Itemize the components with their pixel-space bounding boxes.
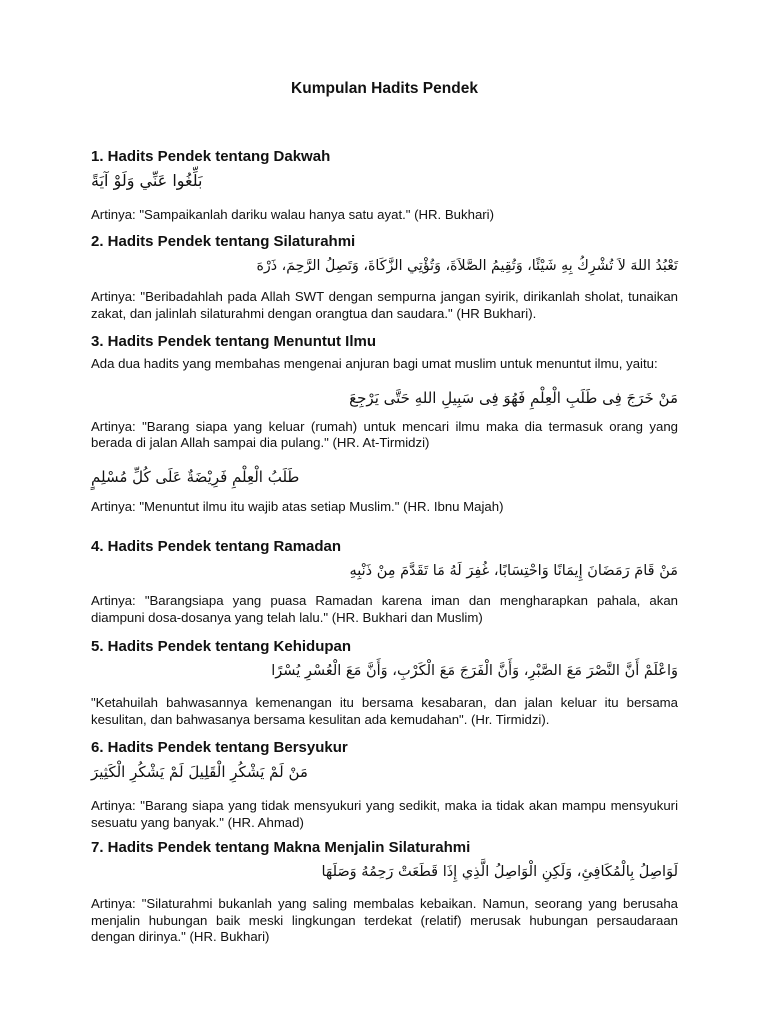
translation-text: Artinya: "Barang siapa yang tidak mensyukuri yang sedikit, maka ia tidak akan mampu mensyukuri sesuatu yang banyak." (HR. Ahmad) [91, 798, 678, 830]
section-heading: 5. Hadits Pendek tentang Kehidupan [91, 638, 352, 655]
section-makna-silaturahmi [91, 839, 678, 946]
translation-text-2: Artinya: "Menuntut ilmu itu wajib atas setiap Muslim." (HR. Ibnu Majah) [91, 498, 504, 514]
arabic-text-2: طَلَبُ الْعِلْمِ فَرِيْضَةٌ عَلَى كُلِّ مُسْلِمٍ [91, 467, 300, 486]
translation-text: "Ketahuilah bahwasannya kemenangan itu bersama kesabaran, dan jalan keluar itu bersama kesulitan, dan bahwasanya bersama kesulitan ada kemudahan". (Hr. Tirmidzi). [91, 695, 678, 727]
translation-text: Artinya: "Barangsiapa yang puasa Ramadan karena iman dan mengharapkan pahala, akan diampuni dosa-dosanya yang telah lalu." (HR. Bukhari dan Muslim) [91, 593, 678, 625]
section-bersyukur [91, 739, 678, 831]
section-heading: 3. Hadits Pendek tentang Menuntut Ilmu [91, 333, 377, 350]
section-ramadan [91, 538, 678, 626]
arabic-text: لَوَاصِلُ بِالْمُكَافِئِ، وَلَكِنِ الْوَاصِلُ الَّذِي إِذَا قَطَعَتْ رَحِمُهُ وَصَلَهَا [321, 864, 678, 880]
section-kehidupan [91, 638, 678, 728]
section-silaturahmi [91, 233, 678, 322]
intro-text: Ada dua hadits yang membahas mengenai anjuran bagi umat muslim untuk menuntut ilmu, yaitu: [91, 356, 658, 371]
page-title: Kumpulan Hadits Pendek [291, 80, 478, 97]
section-heading: 6. Hadits Pendek tentang Bersyukur [91, 739, 348, 756]
translation-text: Artinya: "Barang siapa yang keluar (rumah) untuk mencari ilmu maka dia termasuk orang yang berada di jalan Allah sampai dia pulang." (HR. At-Tirmidzi) [91, 418, 678, 450]
arabic-text: مَنْ لَمْ يَشْكُرِ الْقَلِيلَ لَمْ يَشْكُرِ الْكَثِيرَ [91, 763, 308, 781]
arabic-text: مَنْ خَرَجَ فِى طَلَبِ الْعِلْمِ فَهُوَ فِى سَبِيلِ اللهِ حَتَّى يَرْجِعَ [349, 388, 678, 407]
translation-text: Artinya: "Beribadahlah pada Allah SWT dengan sempurna jangan syirik, dirikanlah sholat, tunaikan zakat, dan jalinlah silaturahmi dengan orangtua dan saudara." (HR Bukhari). [91, 289, 678, 321]
arabic-text: مَنْ قَامَ رَمَضَانَ إِيمَانًا وَاحْتِسَابًا، غُفِرَ لَهُ مَا تَقَدَّمَ مِنْ ذَنْبِهِ [349, 563, 678, 579]
arabic-text: بَلِّغُوا عَنِّي وَلَوْ آيَةً [91, 171, 203, 190]
section-menuntut-ilmu [91, 333, 678, 515]
section-heading: 1. Hadits Pendek tentang Dakwah [91, 148, 331, 165]
translation-text: Artinya: "Sampaikanlah dariku walau hanya satu ayat." (HR. Bukhari) [91, 207, 494, 222]
section-heading: 4. Hadits Pendek tentang Ramadan [91, 538, 342, 555]
section-heading: 7. Hadits Pendek tentang Makna Menjalin Silaturahmi [91, 839, 471, 856]
arabic-text: تَعْبُدُ اللهَ لاَ تُشْرِكُ بِهِ شَيْئًا، وَتُقِيمُ الصَّلاَةَ، وَتُؤْتِي الزَّكَاةَ، وَتَصِلُ الرَّحِمَ، ذَرْهَ [256, 258, 678, 274]
arabic-text: وَاعْلَمْ أَنَّ النَّصْرَ مَعَ الصَّبْرِ، وَأَنَّ الْفَرَجَ مَعَ الْكَرْبِ، وَأَنَّ مَعَ الْعُسْرِ يُسْرًا [271, 663, 678, 679]
section-heading: 2. Hadits Pendek tentang Silaturahmi [91, 233, 356, 250]
translation-text: Artinya: "Silaturahmi bukanlah yang saling membalas kebaikan. Namun, seorang yang berusaha menjalin hubungan baik meski lingkungan terdekat (relatif) merusak hubungan persaudaraan dengan dirinya." (HR. Bukhari) [91, 896, 678, 944]
section-dakwah [91, 148, 678, 224]
